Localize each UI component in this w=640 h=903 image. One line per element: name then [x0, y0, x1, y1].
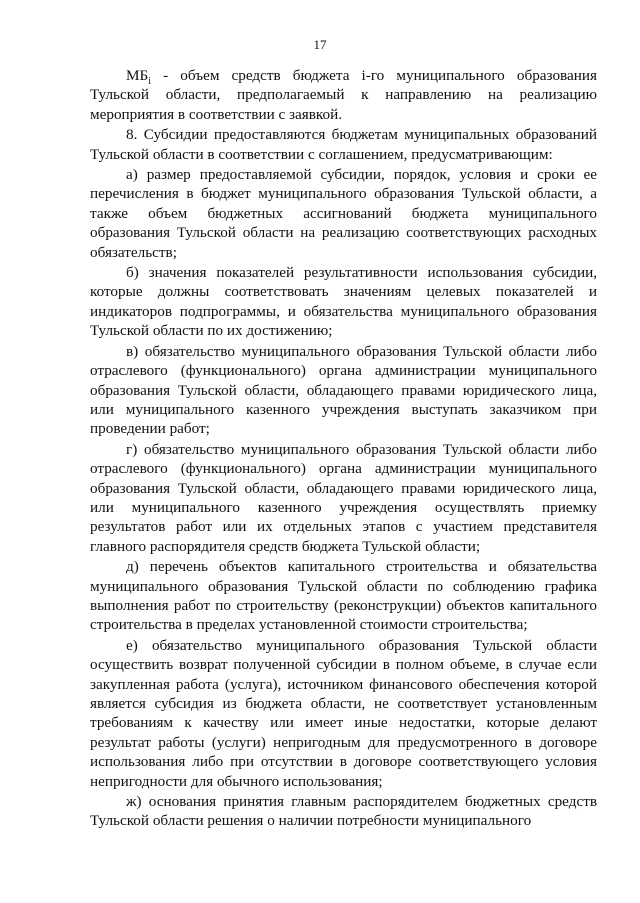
paragraph-item-8: 8. Субсидии предоставляются бюджетам муниципальных образований Тульской области в соответствии с соглашением, предусматривающим:	[90, 126, 597, 163]
paragraph-mb-definition	[90, 66, 597, 124]
paragraph-item-d: д) перечень объектов капитального строительства и обязательства муниципального образования Тульской области по соблюдению графика выполнения работ по строительству (реконструкции) объектов капитального строительства в пределах установленной стоимости строительства;	[90, 558, 597, 634]
paragraph-item-a: а) размер предоставляемой субсидии, порядок, условия и сроки ее перечисления в бюджет муниципального образования Тульской области, а также объем бюджетных ассигнований бюджета муниципального образования Тульской области на реализацию соответствующих расходных обязательств;	[90, 166, 597, 261]
mb-subscript: i	[148, 76, 152, 88]
paragraph-item-zh: ж) основания принятия главным распорядителем бюджетных средств Тульской области решения о наличии потребности муниципального	[90, 793, 597, 830]
paragraph-item-g: г) обязательство муниципального образования Тульской области либо отраслевого (функционального) органа администрации муниципального образования Тульской области, обладающего правами юридического лица, или муниципального казенного учреждения осуществлять приемку результатов работ или их отдельных этапов с участием представителя главного распорядителя средств бюджета Тульской области;	[90, 440, 597, 555]
mb-symbol: МБ	[126, 67, 149, 84]
paragraph-item-e: е) обязательство муниципального образования Тульской области осуществить возврат полученной субсидии в полном объеме, в случае если закупленная работа (услуга), источником финансового обеспечения которой является субсидия из бюджета области, не соответствует установленным требованиям к качеству или имеет иные недостатки, которые делают результат работы (услуги) непригодным для предусмотренного в договоре использования либо при отсутствии в договоре соответствующего условия непригодности для обычного использования;	[90, 636, 597, 790]
document-body	[90, 66, 597, 831]
paragraph-item-v: в) обязательство муниципального образования Тульской области либо отраслевого (функционального) органа администрации муниципального образования Тульской области, обладающего правами юридического лица, или муниципального казенного учреждения выступать заказчиком при проведении работ;	[90, 342, 597, 438]
mb-definition-text: - объем средств бюджета i-го муниципального образования Тульской области, предполагаемый к направлению на реализацию мероприятия в соответствии с заявкой.	[90, 67, 597, 123]
page-number: 17	[313, 37, 327, 52]
paragraph-item-b: б) значения показателей результативности использования субсидии, которые должны соответствовать значениям целевых показателей и индикаторов подпрограммы, и обязательства муниципального образования Тульской области по их достижению;	[90, 264, 597, 340]
